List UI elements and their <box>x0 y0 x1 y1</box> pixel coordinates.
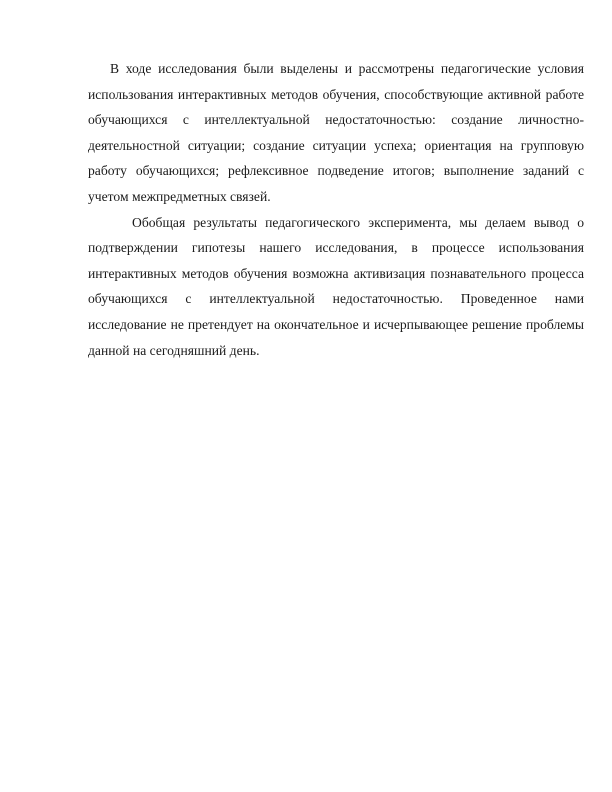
paragraph-conditions: В ходе исследования были выделены и рассмотрены педагогические условия использования интерактивных методов обучения, способствующие активной работе обучающихся с интеллектуальной недостаточностью: создание личностно-деятельностной ситуации; создание ситуации успеха; ориентация на групповую работу обучающихся; рефлексивное подведение итогов; выполнение заданий с учетом межпредметных связей. <box>88 61 584 204</box>
document-body <box>88 56 584 363</box>
paragraph-conclusion: Обобщая результаты педагогического эксперимента, мы делаем вывод о подтверждении гипотезы нашего исследования, в процессе использования интерактивных методов обучения возможна активизация познавательного процесса обучающихся с интеллектуальной недостаточностью. Проведенное нами исследование не претендует на окончательное и исчерпывающее решение проблемы данной на сегодняшний день. <box>88 214 584 358</box>
